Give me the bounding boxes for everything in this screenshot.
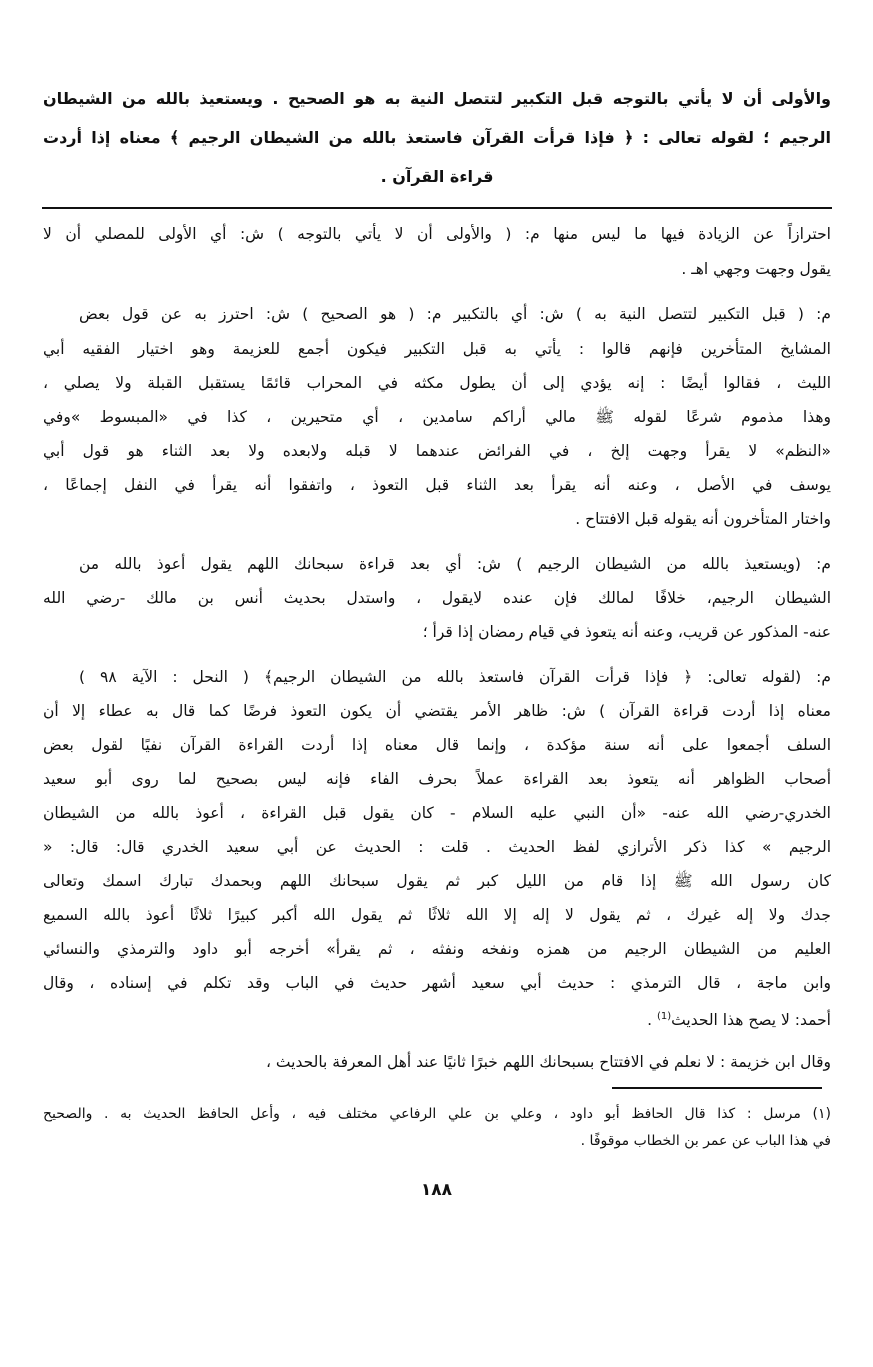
commentary-line bbox=[43, 1002, 831, 1032]
footnote-reference[interactable]: (1) bbox=[656, 1011, 672, 1022]
commentary-line: جدك ولا إله غيرك ، ثم يقول لا إله إلا الله ثلاثًا ثم يقول الله أكبر كبيرًا ثلاثًا أعوذ بالله السميع bbox=[43, 906, 831, 924]
commentary-line: يوسف في الأصل ، وعنه أنه يقرأ بعد الثناء قبل التعوذ ، واتفقوا أنه يقرأ في النفل إجماعًا ، bbox=[43, 476, 831, 494]
line-end: . bbox=[647, 1011, 657, 1030]
commentary-line: يقول وجهت وجهي اهـ . bbox=[681, 260, 831, 278]
commentary-line: أصحاب الظواهر أنه يتعوذ بعد القراءة عملاً بحرف الفاء فإنه ليس بصحيح لما روى أبو سعيد bbox=[43, 770, 831, 788]
commentary-line: «النظم» لا يقرأ وجهت إلخ ، في الفرائض عندهما لا قبله ولابعده ولا بعد الثناء هو قول أبي bbox=[43, 442, 831, 460]
commentary-line: وهذا مذموم شرعًا لقوله ﷺ مالي أراكم سامدين ، أي متحيرين ، كذا في «المبسوط »وفي bbox=[43, 408, 831, 426]
commentary-line: الرجيم » كذا ذكر الأترازي لفظ الحديث . قلت : الحديث عن أبي سعيد الخدري قال: قال: « bbox=[43, 838, 831, 856]
commentary-line: وابن ماجة ، قال الترمذي : حديث أبي سعيد أشهر حديث في الباب وقد تكلم في إسناده ، وقال bbox=[43, 974, 831, 992]
matn-line: قراءة القرآن . bbox=[380, 167, 494, 186]
commentary-line: المشايخ المتأخرين فإنهم قالوا : يأتي به قبل التكبير فيكون أجمع للعزيمة وهو اختيار الفقيه أبي bbox=[43, 340, 831, 358]
commentary-line: الخدري-رضي الله عنه- «أن النبي عليه السلام - كان يقول قبل القراءة ، أعوذ بالله من الشيطان bbox=[43, 804, 831, 822]
commentary-line: الشيطان الرجيم، خلافًا لمالك فإن عنده لايقول ، واستدل بحديث أنس بن مالك -رضي الله bbox=[43, 589, 831, 607]
matn-line: والأولى أن لا يأتي بالتوجه قبل التكبير لتتصل النية به هو الصحيح . ويستعيذ بالله من الشيطان bbox=[43, 89, 831, 108]
commentary-line: عنه- المذكور عن قريب، وعنه أنه يتعوذ في قيام رمضان إذا قرأ ؛ bbox=[422, 623, 831, 641]
matn-line: الرجيم ؛ لقوله تعالى : ﴿ فإذا قرأت القرآن فاستعذ بالله من الشيطان الرجيم ﴾ معناه إذا أردت bbox=[43, 128, 831, 147]
footnote-line: (١) مرسل : كذا قال الحافظ أبو داود ، وعلي بن علي الرفاعي مختلف فيه ، وأعل الحافظ الحديث به . والصحيح bbox=[43, 1106, 831, 1122]
commentary-line: م: (لقوله تعالى: ﴿ فإذا قرأت القرآن فاستعذ بالله من الشيطان الرجيم﴾ ( النحل : الآية ٩٨ ) bbox=[79, 668, 831, 686]
commentary-line: احترازاً عن الزيادة فيها ما ليس منها م: ( والأولى أن لا يأتي بالتوجه ) ش: أي الأولى للمصلي أن لا bbox=[43, 225, 831, 243]
commentary-line: السلف أجمعوا على أنه سنة مؤكدة ، وإنما قال معناه إذا أردت القراءة القرآن نفيًا لقول بعض bbox=[43, 736, 831, 754]
commentary-line: واختار المتأخرون أنه يقوله قبل الافتتاح . bbox=[575, 510, 831, 528]
commentary-line: م: (ويستعيذ بالله من الشيطان الرجيم ) ش: أي بعد قراءة سبحانك اللهم يقول أعوذ بالله من bbox=[79, 555, 831, 573]
commentary-text-span: أحمد: لا يصح هذا الحديث bbox=[671, 1011, 831, 1030]
commentary-line: معناه إذا أردت قراءة القرآن ) ش: ظاهر الأمر يقتضي أن يكون التعوذ فرضًا كما قال به عطاء إلا أن bbox=[43, 702, 831, 720]
commentary-line: وقال ابن خزيمة : لا نعلم في الافتتاح بسبحانك اللهم خبرًا ثانيًا عند أهل المعرفة بالحديث ، bbox=[266, 1053, 831, 1071]
commentary-line: الليث ، فقالوا أيضًا : إنه يؤدي إلى أن يطول مكثه في المحراب قائمًا يستقبل القبلة ولا يصلي ، bbox=[43, 374, 831, 392]
commentary-line: م: ( قبل التكبير لتتصل النية به ) ش: أي بالتكبير م: ( هو الصحيح ) ش: احترز به عن قول بعض bbox=[79, 305, 831, 323]
page-number: ١٨٨ bbox=[420, 1180, 453, 1200]
commentary-line: العليم من الشيطان الرجيم من همزه ونفخه ونفثه ، ثم يقرأ» أخرجه أبو داود والترمذي والنسائي bbox=[43, 940, 831, 958]
footnote-divider bbox=[612, 1087, 822, 1089]
commentary-line: كان رسول الله ﷺ إذا قام من الليل كبر ثم يقول سبحانك اللهم وبحمدك تبارك اسمك وتعالى bbox=[43, 872, 831, 890]
footnote-line: في هذا الباب عن عمر بن الخطاب موقوفًا . bbox=[580, 1133, 831, 1149]
section-divider bbox=[42, 207, 832, 209]
